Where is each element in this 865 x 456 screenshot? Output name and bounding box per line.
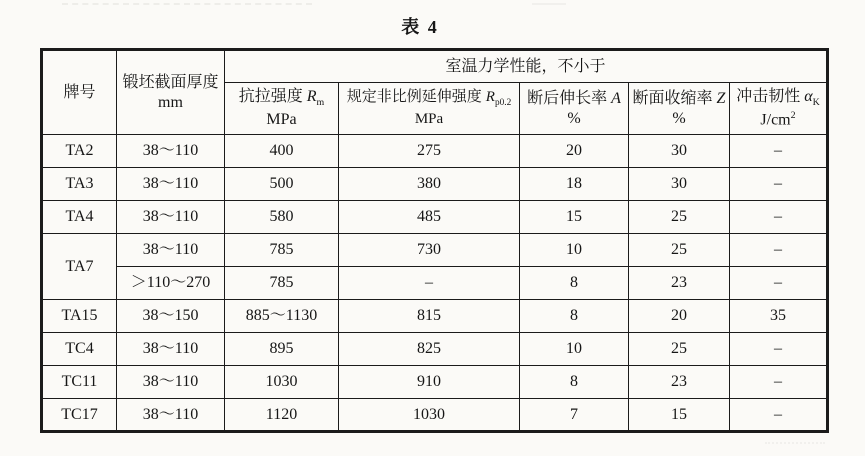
column-header-reduction-of-area bbox=[629, 83, 730, 135]
scan-artifact bbox=[532, 3, 566, 5]
ak-cell: 35 bbox=[730, 300, 828, 333]
grade-cell: TC17 bbox=[42, 399, 117, 432]
a-cell: 15 bbox=[520, 201, 629, 234]
ak-header-label: 冲击韧性 bbox=[736, 88, 801, 106]
a-cell: 20 bbox=[520, 135, 629, 168]
rm-symbol-sub: m bbox=[316, 97, 325, 109]
column-header-proof-strength bbox=[339, 83, 520, 135]
rp02-cell: 730 bbox=[339, 234, 520, 267]
z-cell: 30 bbox=[629, 135, 730, 168]
rm-cell: 1120 bbox=[225, 399, 339, 432]
ak-cell: – bbox=[730, 399, 828, 432]
table-row-tc17 bbox=[42, 399, 828, 432]
table-row-ta2 bbox=[42, 135, 828, 168]
thickness-cell: 38～110 bbox=[117, 234, 225, 267]
table-row-ta7-2 bbox=[42, 267, 828, 300]
z-header-label: 断面收缩率 bbox=[632, 89, 713, 107]
column-header-tensile-strength bbox=[225, 83, 339, 135]
column-header-impact-toughness bbox=[730, 83, 828, 135]
a-cell: 8 bbox=[520, 300, 629, 333]
grade-cell: TA15 bbox=[42, 300, 117, 333]
a-header-unit: % bbox=[567, 109, 581, 127]
rm-cell: 895 bbox=[225, 333, 339, 366]
z-header-unit: % bbox=[672, 109, 686, 127]
rm-header-unit: MPa bbox=[266, 110, 297, 128]
rm-cell: 1030 bbox=[225, 366, 339, 399]
rp02-symbol-sub: p0.2 bbox=[494, 98, 512, 109]
grade-cell: TA2 bbox=[42, 135, 117, 168]
rp02-header-label: 规定非比例延伸强度 bbox=[346, 89, 482, 106]
rm-cell: 785 bbox=[225, 234, 339, 267]
thickness-cell: 38～110 bbox=[117, 168, 225, 201]
ak-cell: – bbox=[730, 234, 828, 267]
a-cell: 10 bbox=[520, 333, 629, 366]
rp02-cell: 910 bbox=[339, 366, 520, 399]
table-row-tc4 bbox=[42, 333, 828, 366]
ak-symbol-sub: K bbox=[812, 97, 820, 109]
rp02-cell: 485 bbox=[339, 201, 520, 234]
rp02-cell: 1030 bbox=[339, 399, 520, 432]
table-row-ta7-1 bbox=[42, 234, 828, 267]
a-cell: 7 bbox=[520, 399, 629, 432]
header-row-group bbox=[42, 50, 828, 83]
thickness-header-label: 锻坯截面厚度 bbox=[122, 73, 219, 91]
rp02-cell: 825 bbox=[339, 333, 520, 366]
z-cell: 23 bbox=[629, 267, 730, 300]
ak-cell: – bbox=[730, 168, 828, 201]
thickness-cell: ＞110～270 bbox=[117, 267, 225, 300]
rm-header-label: 抗拉强度 bbox=[238, 88, 303, 106]
grade-cell: TC11 bbox=[42, 366, 117, 399]
table-caption: 表 4 bbox=[401, 17, 439, 37]
a-cell: 8 bbox=[520, 366, 629, 399]
z-cell: 25 bbox=[629, 201, 730, 234]
thickness-cell: 38～110 bbox=[117, 135, 225, 168]
ak-cell: – bbox=[730, 267, 828, 300]
column-header-thickness bbox=[117, 50, 225, 135]
column-header-elongation bbox=[520, 83, 629, 135]
thickness-header-unit: mm bbox=[158, 93, 183, 111]
rm-cell: 500 bbox=[225, 168, 339, 201]
rm-symbol: R bbox=[306, 88, 317, 106]
a-cell: 8 bbox=[520, 267, 629, 300]
ak-cell: – bbox=[730, 333, 828, 366]
grade-cell: TC4 bbox=[42, 333, 117, 366]
column-header-grade bbox=[42, 50, 117, 135]
group-header-room-temperature: 室温力学性能，不小于 bbox=[225, 50, 828, 83]
grade-cell: TA3 bbox=[42, 168, 117, 201]
thickness-cell: 38～110 bbox=[117, 201, 225, 234]
grade-cell: TA4 bbox=[42, 201, 117, 234]
ak-cell: – bbox=[730, 366, 828, 399]
rm-cell: 400 bbox=[225, 135, 339, 168]
z-symbol: Z bbox=[716, 89, 726, 107]
thickness-cell: 38～150 bbox=[117, 300, 225, 333]
table-row-ta3 bbox=[42, 168, 828, 201]
a-cell: 18 bbox=[520, 168, 629, 201]
z-cell: 25 bbox=[629, 234, 730, 267]
ak-cell: – bbox=[730, 201, 828, 234]
a-header-label: 断后伸长率 bbox=[527, 89, 608, 107]
rp02-cell: – bbox=[339, 267, 520, 300]
scan-artifact bbox=[765, 442, 825, 444]
z-cell: 30 bbox=[629, 168, 730, 201]
ak-header-unit: J/cm bbox=[760, 110, 791, 128]
ak-cell: – bbox=[730, 135, 828, 168]
z-cell: 23 bbox=[629, 366, 730, 399]
z-cell: 25 bbox=[629, 333, 730, 366]
rp02-symbol: R bbox=[485, 89, 495, 106]
mechanical-properties-table bbox=[40, 48, 829, 433]
thickness-cell: 38～110 bbox=[117, 366, 225, 399]
rm-cell: 785 bbox=[225, 267, 339, 300]
scan-artifact bbox=[62, 3, 312, 5]
rm-cell: 885～1130 bbox=[225, 300, 339, 333]
thickness-cell: 38～110 bbox=[117, 399, 225, 432]
table-row-tc11 bbox=[42, 366, 828, 399]
rp02-cell: 815 bbox=[339, 300, 520, 333]
z-cell: 15 bbox=[629, 399, 730, 432]
grade-header-label: 牌号 bbox=[63, 83, 96, 101]
table-row-ta15 bbox=[42, 300, 828, 333]
table-row-ta4 bbox=[42, 201, 828, 234]
ak-symbol: α bbox=[804, 88, 813, 106]
thickness-cell: 38～110 bbox=[117, 333, 225, 366]
a-symbol: A bbox=[611, 89, 621, 107]
ak-header-unit-sup: 2 bbox=[790, 109, 796, 121]
rp02-header-unit: MPa bbox=[414, 110, 444, 127]
z-cell: 20 bbox=[629, 300, 730, 333]
a-cell: 10 bbox=[520, 234, 629, 267]
rp02-cell: 380 bbox=[339, 168, 520, 201]
rm-cell: 580 bbox=[225, 201, 339, 234]
rp02-cell: 275 bbox=[339, 135, 520, 168]
grade-cell: TA7 bbox=[42, 234, 117, 300]
